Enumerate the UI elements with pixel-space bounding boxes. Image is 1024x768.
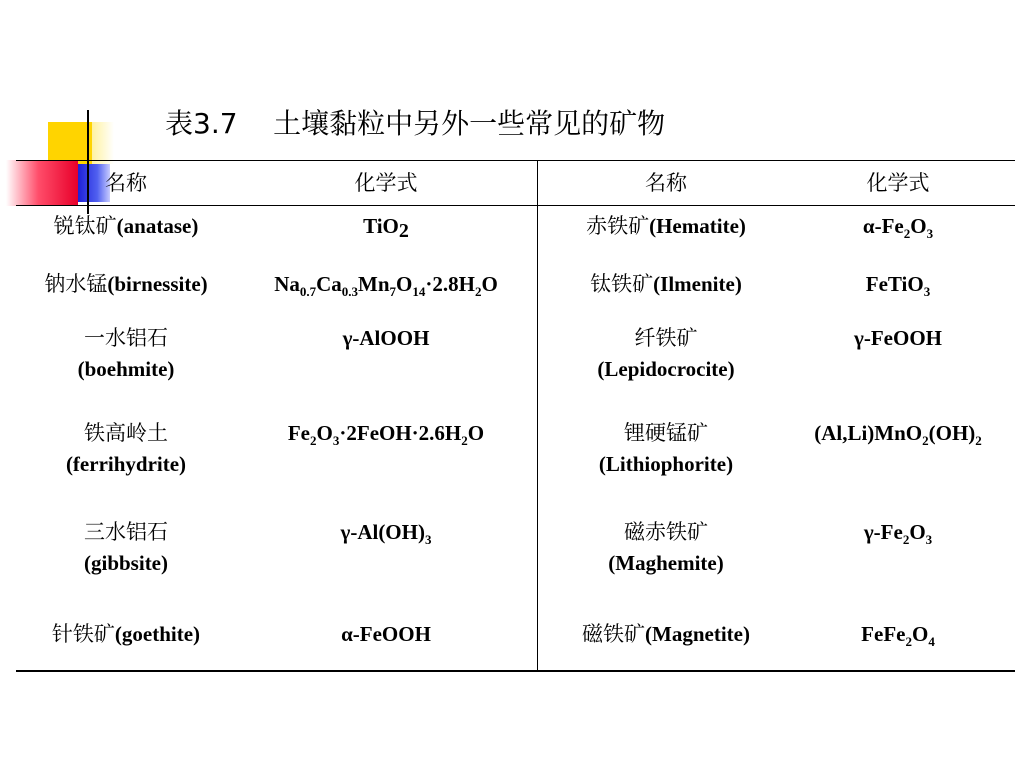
table-row-1-left-formula bbox=[236, 211, 536, 242]
name-en: (Lithiophorite) bbox=[598, 452, 734, 476]
table-row-2-right-name bbox=[540, 269, 792, 300]
name-zh: 三水铝石 bbox=[84, 520, 168, 544]
formula-subscript: 3 bbox=[332, 433, 340, 448]
formula-part: O bbox=[396, 272, 413, 296]
formula-part: γ-Fe bbox=[863, 520, 903, 544]
table-row-4-left-formula bbox=[236, 418, 536, 449]
table-row-3-left-name bbox=[16, 323, 236, 385]
formula-subscript: 2 bbox=[474, 284, 482, 299]
formula-part: O bbox=[909, 520, 926, 544]
formula-subscript: 3 bbox=[925, 532, 933, 547]
formula-part: O bbox=[467, 421, 485, 445]
table-row-6-left-formula bbox=[236, 619, 536, 650]
table-center-divider bbox=[537, 160, 538, 671]
formula-subscript: 2 bbox=[903, 226, 911, 241]
formula-part: Na bbox=[274, 272, 300, 296]
formula-subscript: 2 bbox=[905, 634, 912, 649]
header-right-name: 名称 bbox=[645, 171, 687, 195]
name-zh: 赤铁矿 bbox=[586, 214, 650, 238]
formula-part: γ-FeOOH bbox=[854, 326, 942, 350]
name-zh: 铁高岭土 bbox=[84, 421, 168, 445]
name-en: (boehmite) bbox=[77, 357, 175, 381]
table-row-3-right-formula bbox=[792, 323, 1004, 354]
table-row-1-left-name bbox=[16, 211, 236, 242]
formula-part: TiO bbox=[363, 214, 399, 238]
formula-part: O bbox=[910, 214, 927, 238]
formula-subscript: 2 bbox=[902, 532, 910, 547]
formula-subscript: 4 bbox=[928, 634, 935, 649]
name-zh: 锐钛矿 bbox=[53, 214, 117, 238]
name-zh: 磁铁矿 bbox=[582, 622, 646, 646]
table-row-4-right-formula bbox=[792, 418, 1004, 449]
name-en: (birnessite) bbox=[107, 272, 208, 296]
table-row-2-right-formula bbox=[792, 269, 1004, 300]
decorative-fade-square bbox=[92, 122, 114, 164]
table-row-4-left-name bbox=[16, 418, 236, 480]
formula-part: ·2FeOH·2.6H bbox=[339, 421, 462, 445]
table-bottom-rule bbox=[16, 670, 1015, 672]
table-top-rule bbox=[16, 160, 1015, 161]
table-row-2-left-formula bbox=[236, 269, 536, 300]
table-row-5-right-name bbox=[540, 517, 792, 579]
formula-subscript: 0.3 bbox=[341, 284, 359, 299]
formula-subscript: 2 bbox=[975, 433, 982, 448]
name-zh: 钠水锰 bbox=[44, 272, 108, 296]
table-row-6-left-name bbox=[16, 619, 236, 650]
formula-part: O bbox=[911, 622, 929, 646]
formula-subscript: 7 bbox=[389, 284, 397, 299]
table-row-1-right-formula bbox=[792, 211, 1004, 242]
table-row-5-left-name bbox=[16, 517, 236, 579]
table-row-6-right-name bbox=[540, 619, 792, 650]
formula-part: Mn bbox=[358, 272, 390, 296]
formula-subscript: 3 bbox=[926, 226, 934, 241]
formula-subscript: 2 bbox=[398, 220, 409, 242]
formula-subscript: 2 bbox=[922, 433, 929, 448]
table-row-3-right-name bbox=[540, 323, 792, 385]
table-row-2-left-name bbox=[16, 269, 236, 300]
table-row-1-right-name bbox=[540, 211, 792, 242]
name-en: (anatase) bbox=[116, 214, 199, 238]
slide-title: 表3.7 土壤黏粒中另外一些常见的矿物 bbox=[165, 107, 666, 140]
formula-subscript: 2 bbox=[461, 433, 468, 448]
formula-part: γ-AlOOH bbox=[342, 326, 430, 350]
table-row-5-left-formula bbox=[236, 517, 536, 548]
formula-part: FeTiO bbox=[865, 272, 924, 296]
formula-part: O bbox=[316, 421, 333, 445]
formula-part: α-Fe bbox=[862, 214, 904, 238]
name-en: (Ilmenite) bbox=[653, 272, 742, 296]
name-en: (ferrihydrite) bbox=[65, 452, 187, 476]
table-row-5-right-formula bbox=[792, 517, 1004, 548]
formula-part: (OH) bbox=[928, 421, 976, 445]
formula-subscript: 2 bbox=[310, 433, 317, 448]
header-right-formula: 化学式 bbox=[866, 171, 930, 195]
name-zh: 纤铁矿 bbox=[634, 326, 698, 350]
name-en: (Hematite) bbox=[649, 214, 746, 238]
formula-part: FeFe bbox=[861, 622, 906, 646]
formula-subscript: 14 bbox=[412, 284, 426, 299]
name-zh: 磁赤铁矿 bbox=[624, 520, 708, 544]
name-zh: 锂硬锰矿 bbox=[624, 421, 708, 445]
table-row-3-left-formula bbox=[236, 323, 536, 354]
name-en: (gibbsite) bbox=[84, 551, 168, 575]
table-header-rule bbox=[16, 205, 1015, 206]
name-zh: 钛铁矿 bbox=[590, 272, 654, 296]
name-en: (goethite) bbox=[114, 622, 201, 646]
formula-subscript: 3 bbox=[424, 532, 432, 547]
name-zh: 针铁矿 bbox=[51, 622, 115, 646]
formula-part: O bbox=[481, 272, 498, 296]
name-en: (Maghemite) bbox=[608, 551, 724, 575]
formula-part: α-FeOOH bbox=[341, 622, 431, 646]
formula-part: ·2.8H bbox=[425, 272, 475, 296]
name-en: (Magnetite) bbox=[645, 622, 750, 646]
formula-part: γ-Al(OH) bbox=[340, 520, 425, 544]
name-en: (Lepidocrocite) bbox=[597, 357, 735, 381]
formula-subscript: 0.7 bbox=[299, 284, 317, 299]
header-left-name: 名称 bbox=[105, 171, 147, 195]
table-row-6-right-formula bbox=[792, 619, 1004, 650]
formula-subscript: 3 bbox=[923, 284, 931, 299]
formula-part: Ca bbox=[316, 272, 342, 296]
header-left-formula: 化学式 bbox=[354, 171, 418, 195]
formula-part: Fe bbox=[287, 421, 311, 445]
formula-part: (Al,Li)MnO bbox=[814, 421, 923, 445]
table-row-4-right-name bbox=[540, 418, 792, 480]
name-zh: 一水铝石 bbox=[84, 326, 168, 350]
